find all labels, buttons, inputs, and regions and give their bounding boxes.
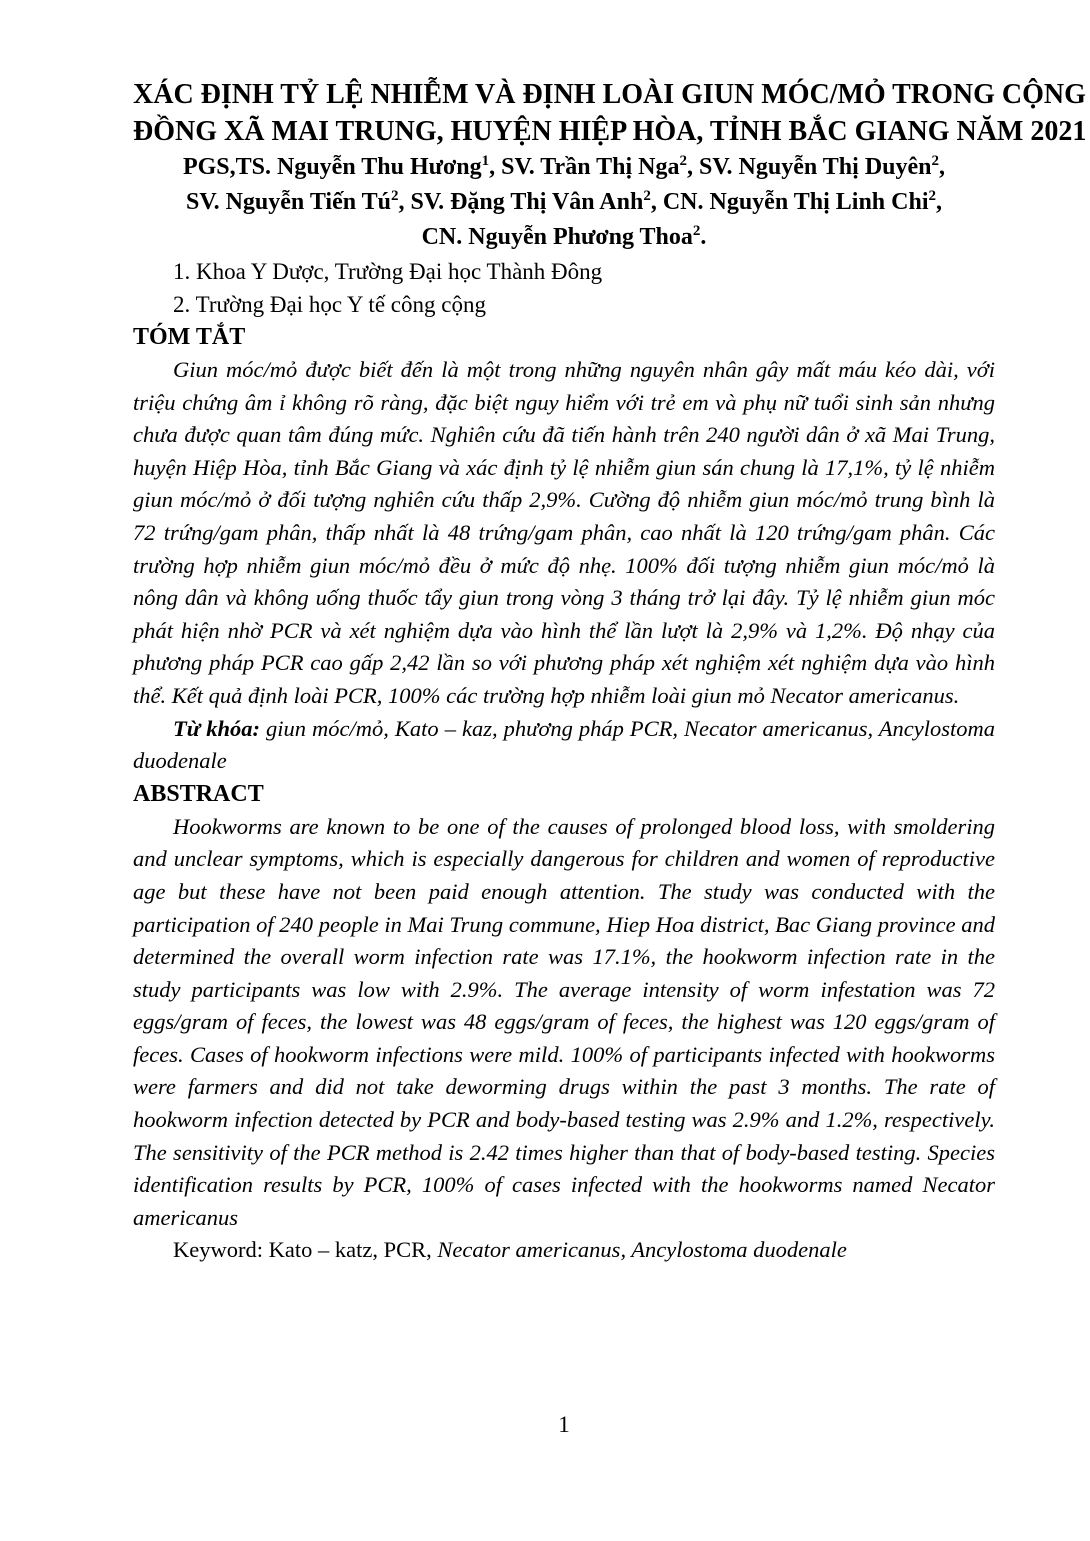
author-name: SV. Nguyễn Tiến Tú: [186, 189, 392, 215]
author-affiliation-superscript: 2: [391, 188, 399, 204]
vietnamese-abstract-heading: TÓM TẮT: [133, 324, 246, 350]
title-line-1: XÁC ĐỊNH TỶ LỆ NHIỄM VÀ ĐỊNH LOÀI GIUN MÓC/MỎ TRONG CỘNG: [133, 79, 1086, 110]
english-keywords-italic-text: Necator americanus, Ancylostoma duodenale: [437, 1237, 847, 1263]
author-affiliation-superscript: 1: [481, 153, 490, 169]
english-abstract-heading: ABSTRACT: [133, 780, 264, 807]
authors-block: [133, 150, 995, 255]
page-number: 1: [558, 1412, 570, 1437]
author-name: , SV. Nguyễn Thị Duyên: [686, 154, 932, 180]
author-affiliation-superscript: 2: [643, 188, 651, 204]
vietnamese-keywords-line: [133, 713, 995, 778]
authors-line-tail: .: [700, 224, 707, 250]
english-abstract-paragraph: Hookworms are known to be one of the causes of prolonged blood loss, with smoldering and unclear symptoms, which is especially dangerous for children and women of reproductive age but these have not been paid enough attention. The study was conducted with the participation of 240 people in Mai Trung commune, Hiep Hoa district, Bac Giang province and determined the overall worm infection rate was 17.1%, the hookworm infection rate in the study participants was low with 2.9%. The average intensity of worm infestation was 72 eggs/gram of feces, the lowest was 48 eggs/gram of feces, the highest was 120 eggs/gram of feces. Cases of hookworm infections were mild. 100% of participants infected with hookworms were farmers and did not take deworming drugs within the past 3 months. The rate of hookworm infection detected by PCR and body-based testing was 2.9% and 1.2%, respectively. The sensitivity of the PCR method is 2.42 times higher than that of body-based testing. Species identification results by PCR, 100% of cases infected with the hookworms named Necator americanus: [133, 813, 995, 1230]
author-affiliation-superscript: 2: [928, 188, 936, 204]
paper-title: [133, 76, 1087, 150]
affiliations-block: [133, 255, 995, 321]
author-affiliation-superscript: 2: [679, 153, 687, 169]
affiliation-1: 1. Khoa Y Dược, Trường Đại học Thành Đông: [173, 259, 603, 284]
authors-line-tail: ,: [935, 189, 942, 215]
author-name: PGS,TS. Nguyễn Thu Hương: [182, 154, 482, 180]
authors-line-2: [133, 185, 995, 220]
english-keywords-line: [133, 1234, 995, 1267]
english-keywords-label: Keyword: Kato – katz, PCR,: [173, 1237, 438, 1263]
vietnamese-keywords-text: giun móc/mỏ, Kato – kaz, phương pháp PCR, Necator americanus, Ancylostoma duodenale: [133, 715, 995, 774]
authors-line-3: [133, 220, 995, 255]
affiliation-2: 2. Trường Đại học Y tế công cộng: [173, 292, 486, 317]
authors-line-1: [133, 150, 995, 185]
author-name: , SV. Đặng Thị Vân Anh: [398, 189, 644, 215]
title-line-2: ĐỒNG XÃ MAI TRUNG, HUYỆN HIỆP HÒA, TỈNH BẮC GIANG NĂM 2021: [133, 116, 1087, 147]
vietnamese-keywords-label: Từ khóa:: [173, 715, 260, 741]
author-affiliation-superscript: 2: [931, 153, 940, 169]
author-affiliation-superscript: 2: [692, 223, 701, 239]
vietnamese-abstract-paragraph: Giun móc/mỏ được biết đến là một trong những nguyên nhân gây mất máu kéo dài, với triệu chứng âm ỉ không rõ ràng, đặc biệt nguy hiểm với trẻ em và phụ nữ tuổi sinh sản nhưng chưa được quan tâm đúng mức. Nghiên cứu đã tiến hành trên 240 người dân ở xã Mai Trung, huyện Hiệp Hòa, tỉnh Bắc Giang và xác định tỷ lệ nhiễm giun sán chung là 17,1%, tỷ lệ nhiễm giun móc/mỏ ở đối tượng nghiên cứu thấp 2,9%. Cường độ nhiễm giun móc/mỏ trung bình là 72 trứng/gam phân, thấp nhất là 48 trứng/gam phân, cao nhất là 120 trứng/gam phân. Các trường hợp nhiễm giun móc/mỏ đều ở mức độ nhẹ. 100% đối tượng nhiễm giun móc/mỏ là nông dân và không uống thuốc tẩy giun trong vòng 3 tháng trở lại đây. Tỷ lệ nhiễm giun móc phát hiện nhờ PCR và xét nghiệm dựa vào hình thể lần lượt là 2,9% và 1,2%. Độ nhạy của phương pháp PCR cao gấp 2,42 lần so với phương pháp xét nghiệm xét nghiệm dựa vào hình thể. Kết quả định loài PCR, 100% các trường hợp nhiễm loài giun mỏ Necator americanus.: [133, 357, 995, 708]
author-name: , SV. Trần Thị Nga: [489, 154, 680, 180]
authors-line-tail: ,: [939, 154, 946, 180]
author-name: , CN. Nguyễn Thị Linh Chi: [650, 189, 929, 215]
author-name: CN. Nguyễn Phương Thoa: [421, 224, 693, 250]
